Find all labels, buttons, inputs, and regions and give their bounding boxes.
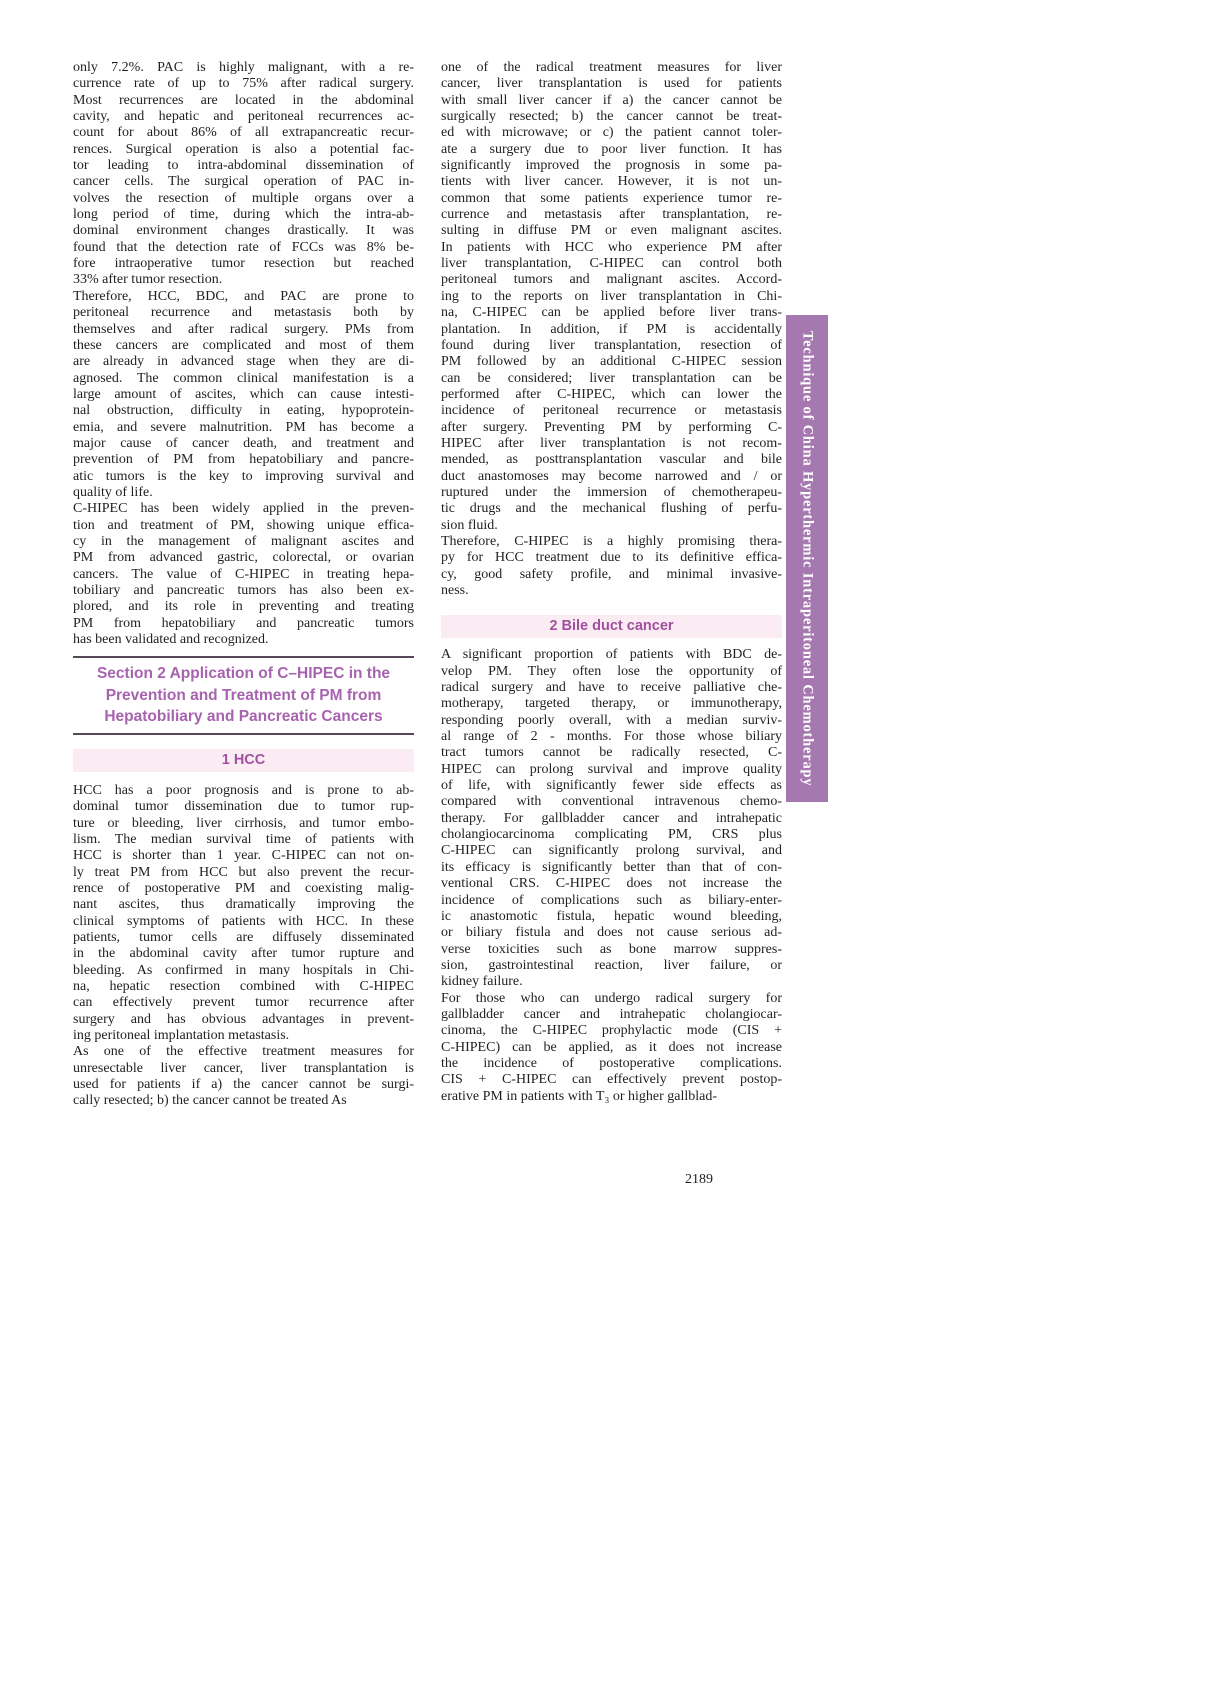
paragraph: As one of the effective treatment measures for unresectable liver cancer, liver transplantation is used for patients if a) the cancer cannot be surgi- cally resected; b) the cancer cannot be treated As (73, 1044, 414, 1109)
page-number: 2189 (685, 1172, 713, 1187)
text-columns (73, 60, 782, 1110)
paragraph: A significant proportion of patients with BDC de- velop PM. They often lose the opportunity of radical surgery and have to receive palliative che- motherapy, targeted therapy, or immunotherapy, responding poorly overall, with a median surviv- al range of 2 - months. For those whose biliary tract tumors cannot be radically resected, C- HIPEC can prolong survival and improve quality of life, with significantly fewer side effects as compared with conventional intravenous chemo- therapy. For gallbladder cancer and intrahepatic cholangiocarcinoma complicating PM, CRS plus C-HIPEC can significantly prolong survival, and its efficacy is significantly better than that of con- ventional CRS. C-HIPEC does not increase the incidence of complications such as biliary-enter- ic anastomotic fistula, hepatic wound bleeding, or biliary fistula and does not cause serious ad- verse toxicities such as bone marrow suppres- sion, gastrointestinal reaction, liver failure, or kidney failure. (441, 647, 782, 990)
paragraph: Therefore, C-HIPEC is a highly promising thera- py for HCC treatment due to its definitive effica- cy, good safety profile, and minimal invasive- ness. (441, 533, 782, 598)
right-column (441, 60, 782, 1110)
paragraph: Therefore, HCC, BDC, and PAC are prone to peritoneal recurrence and metastasis both by themselves and after radical surgery. PMs from these cancers are complicated and most of them are already in advanced stage when they are di- agnosed. The common clinical manifestation is a large amount of ascites, which can cause intesti- nal obstruction, difficulty in eating, hypoprotein- emia, and severe malnutrition. PM has become a major cause of cancer death, and treatment and prevention of PM from hepatobiliary and pancre- atic tumors is the key to improving survival and quality of life. (73, 288, 414, 500)
paragraph: one of the radical treatment measures for liver cancer, liver transplantation is used for patients with small liver cancer if a) the cancer cannot be surgically resected; b) the cancer cannot be treat- ed with microwave; or c) the patient cannot toler- ate a surgery due to poor liver function. It has significantly improved the prognosis in some pa- tients with liver cancer. However, it is not un- common that some patients experience tumor re- currence and metastasis after transplantation, re- sulting in diffuse PM or even malignant ascites. In patients with HCC who experience PM after liver transplantation, C-HIPEC can control both peritoneal tumors and malignant ascites. Accord- ing to the reports on liver transplantation in Chi- na, C-HIPEC can be applied before liver trans- plantation. In addition, if PM is accidentally found during liver transplantation, resection of PM followed by an additional C-HIPEC session can be considered; liver transplantation can be performed after C-HIPEC, which can lower the incidence of peritoneal recurrence or metastasis after surgery. Preventing PM by performing C- HIPEC after liver transplantation is not recom- mended, as posttransplantation vascular and bile duct anastomoses may become narrowed and / or ruptured under the immersion of chemotherapeu- tic drugs and the mechanical flushing of perfu- sion fluid. (441, 60, 782, 533)
paragraph: HCC has a poor prognosis and is prone to ab- dominal tumor dissemination due to tumor rup- ture or bleeding, liver cirrhosis, and tumor embo- lism. The median survival time of patients with HCC is shorter than 1 year. C-HIPEC can not on- ly treat PM from HCC but also prevent the recur- rence of postoperative PM and coexisting malig- nant ascites, thus dramatically improving the clinical symptoms of patients with HCC. In these patients, tumor cells are diffusely disseminated in the abdominal cavity after tumor rupture and bleeding. As confirmed in many hospitals in Chi- na, hepatic resection combined with C-HIPEC can effectively prevent tumor recurrence after surgery and has obvious advantages in prevent- ing peritoneal implantation metastasis. (73, 782, 414, 1044)
chapter-edge-tab-label: Technique of China Hyperthermic Intraperitoneal Chemotherapy (799, 330, 816, 787)
paragraph: only 7.2%. PAC is highly malignant, with a re- currence rate of up to 75% after radical surgery. Most recurrences are located in the abdominal cavity, and hepatic and peritoneal recurrences ac- count for about 86% of all extrapancreatic recur- rences. Surgical operation is also a potential fac- tor leading to intra-abdominal dissemination of cancer cells. The surgical operation of PAC in- volves the resection of multiple organs over a long period of time, during which the intra-ab- dominal environment changes drastically. It was found that the detection rate of FCCs was 8% be- fore intraoperative tumor resection but reached 33% after tumor resection. (73, 60, 414, 288)
left-column (73, 60, 414, 1110)
section-heading: Section 2 Application of C–HIPEC in the Prevention and Treatment of PM from Hepatobiliary and Pancreatic Cancers (96, 665, 391, 726)
section-rule-bottom (73, 733, 414, 735)
paragraph: C-HIPEC has been widely applied in the preven- tion and treatment of PM, showing unique effica- cy in the management of malignant ascites and PM from advanced gastric, colorectal, or ovarian cancers. The value of C-HIPEC in treating hepa- tobiliary and pancreatic tumors has also been ex- plored, and its role in preventing and treating PM from hepatobiliary and pancreatic tumors has been validated and recognized. (73, 501, 414, 648)
chapter-edge-tab (786, 315, 828, 802)
section-rule-top (73, 656, 414, 658)
subheading-bile-duct-cancer: 2 Bile duct cancer (441, 615, 782, 638)
paragraph: For those who can undergo radical surgery for gallbladder cancer and intrahepatic cholangiocar- cinoma, the C-HIPEC prophylactic mode (CIS + C-HIPEC) can be applied, as it does not increase the incidence of postoperative complications. CIS + C-HIPEC can effectively prevent postop- erative PM in patients with T₃ or higher gallblad- (441, 990, 782, 1104)
subheading-hcc: 1 HCC (73, 749, 414, 772)
